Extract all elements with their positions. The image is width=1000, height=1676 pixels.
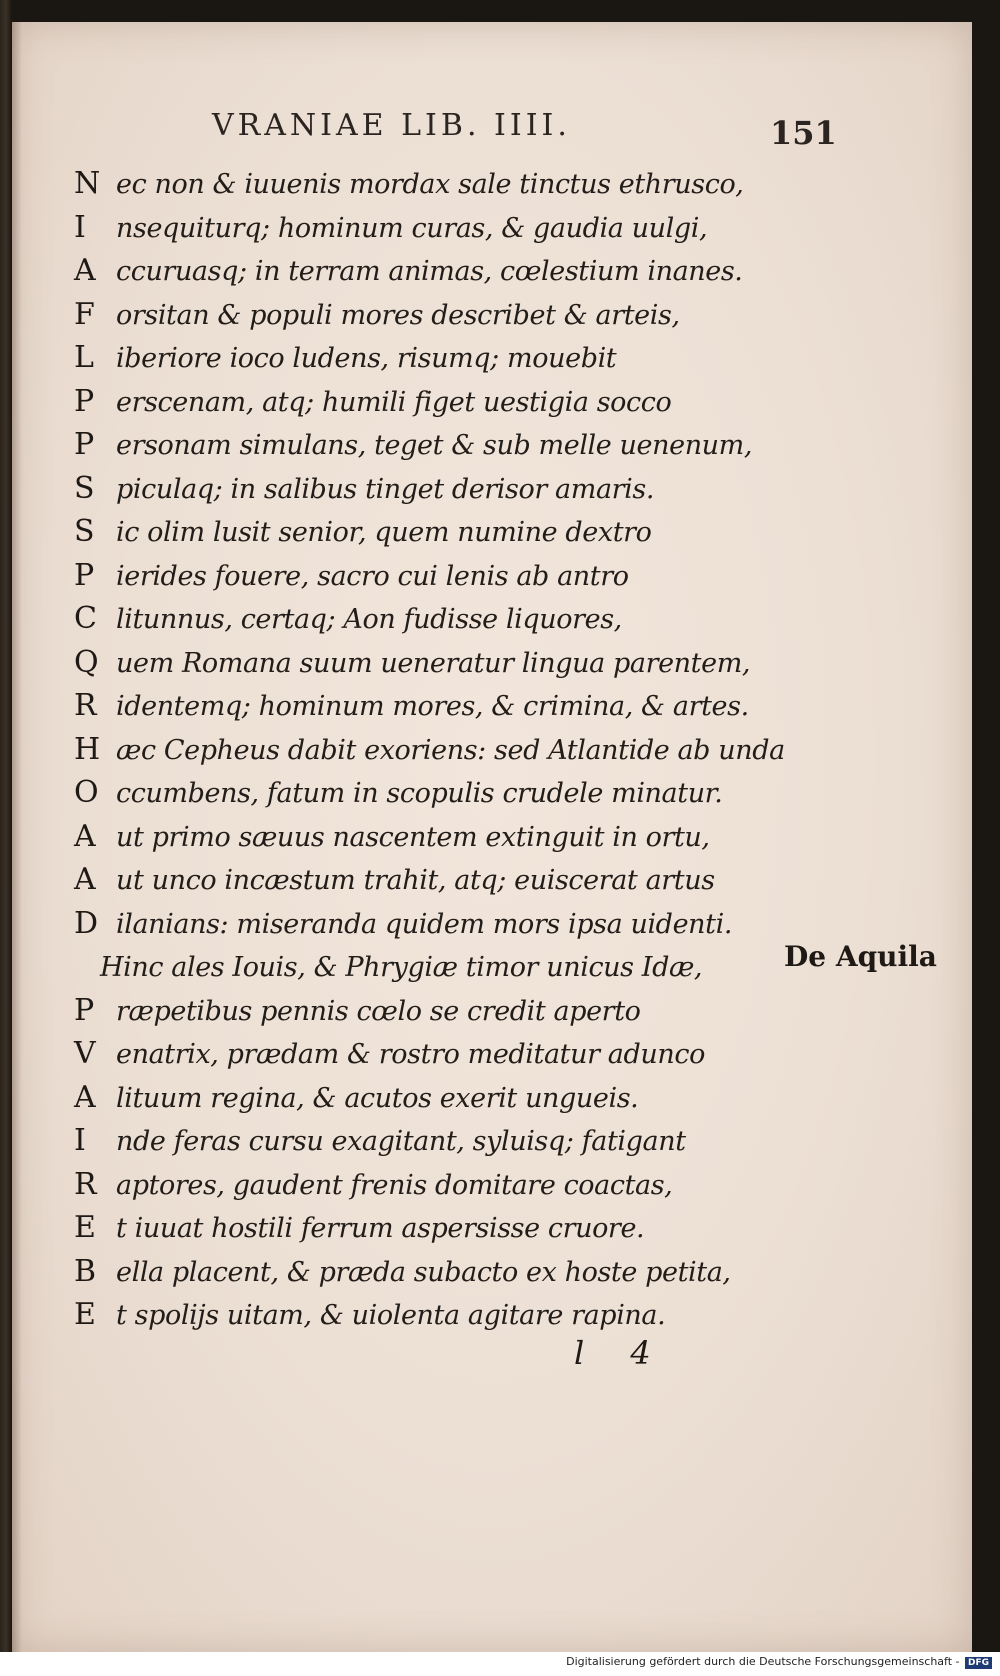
verse-text: ut unco incæstum trahit, atq; euiscerat artus — [116, 865, 715, 896]
verse-text: enatrix, prædam & rostro meditatur adunco — [116, 1039, 705, 1070]
verse-text: ccuruasq; in terram animas, cœlestium inanes. — [116, 256, 743, 287]
page-gutter-shadow — [12, 22, 22, 1652]
verse-initial: E — [74, 1297, 96, 1332]
verse-line — [74, 380, 894, 424]
verse-line — [74, 1293, 894, 1337]
credit-text: Digitalisierung gefördert durch die Deutsche Forschungsgemeinschaft - — [566, 1655, 960, 1668]
verse-text: nsequiturq; hominum curas, & gaudia uulgi, — [116, 212, 708, 244]
verse-line — [74, 641, 894, 685]
verse-text: Hinc ales Iouis, & Phrygiæ timor unicus Idæ, — [100, 952, 703, 983]
verse-line — [74, 815, 894, 859]
verse-initial: A — [74, 253, 96, 288]
verse-text: lituum regina, & acutos exerit ungueis. — [116, 1082, 639, 1114]
verse-initial: F — [74, 296, 95, 332]
verse-text: æc Cepheus dabit exoriens: sed Atlantide ab unda — [116, 734, 785, 766]
verse-line — [74, 684, 894, 728]
verse-text: uem Romana suum ueneratur lingua parentem, — [116, 647, 751, 679]
verse-initial: P — [74, 427, 95, 462]
verse-initial: S — [74, 470, 95, 506]
verse-initial: E — [74, 1210, 96, 1245]
verse-text: ic olim lusit senior, quem numine dextro — [116, 517, 652, 548]
verse-initial: Q — [74, 644, 99, 680]
verse-initial: R — [74, 688, 97, 723]
verse-line — [74, 554, 894, 598]
verse-initial: P — [74, 557, 95, 593]
verse-initial: S — [74, 514, 95, 549]
page-number: 151 — [770, 114, 837, 152]
verse-initial: I — [74, 1123, 86, 1158]
verse-text: ierides fouere, sacro cui lenis ab antro — [116, 560, 629, 592]
verse-text: nde feras cursu exagitant, syluisq; fatigant — [116, 1126, 686, 1157]
verse-line — [74, 771, 894, 815]
verse-line — [74, 510, 894, 554]
verse-text: orsitan & populi mores describet & arteis, — [116, 299, 680, 331]
verse-line — [74, 336, 894, 380]
verse-line — [74, 423, 894, 467]
verse-initial: P — [74, 992, 95, 1028]
verse-text: ræpetibus pennis cœlo se credit aperto — [116, 995, 641, 1027]
verse-initial: I — [74, 209, 86, 245]
verse-text: ilanians: miseranda quidem mors ipsa uidenti. — [116, 908, 732, 940]
verse-text: ec non & iuuenis mordax sale tinctus ethrusco, — [116, 169, 744, 200]
marginal-note: De Aquila — [784, 940, 937, 973]
verse-text: erscenam, atq; humili figet uestigia socco — [116, 386, 672, 418]
verse-initial: V — [74, 1036, 96, 1071]
verse-line — [74, 1206, 894, 1250]
verse-initial: B — [74, 1253, 97, 1289]
verse-initial: O — [74, 775, 99, 810]
verse-initial: P — [74, 383, 95, 419]
verse-line — [74, 1163, 894, 1207]
verse-initial: A — [74, 1079, 96, 1115]
verse-line — [74, 1076, 894, 1120]
verse-initial: L — [74, 340, 94, 375]
verse-line — [74, 162, 894, 206]
verse-line — [74, 1119, 894, 1163]
verse-line — [74, 728, 894, 772]
verse-text: ccumbens, fatum in scopulis crudele minatur. — [116, 778, 723, 809]
verse-line — [74, 945, 894, 989]
verse-line — [74, 206, 894, 250]
verse-line — [74, 293, 894, 337]
verse-text: aptores, gaudent frenis domitare coactas, — [116, 1169, 673, 1201]
verse-initial: A — [74, 862, 96, 897]
verse-initial: H — [74, 731, 101, 767]
verse-text: t iuuat hostili ferrum aspersisse cruore. — [116, 1213, 645, 1244]
verse-text: ella placent, & præda subacto ex hoste petita, — [116, 1256, 731, 1288]
verse-line — [74, 989, 894, 1033]
verse-text: iberiore ioco ludens, risumq; mouebit — [116, 343, 617, 374]
verse-line — [74, 1032, 894, 1076]
verse-line — [74, 858, 894, 902]
verse-text: identemq; hominum mores, & crimina, & artes. — [116, 691, 749, 722]
verse-line — [74, 1250, 894, 1294]
verse-text: ut primo sæuus nascentem extinguit in ortu, — [116, 821, 710, 853]
verse-initial: C — [74, 601, 97, 636]
verse-text: ersonam simulans, teget & sub melle uenenum, — [116, 430, 753, 461]
verse-text: piculaq; in salibus tinget derisor amaris. — [116, 473, 655, 505]
verse-initial: A — [74, 818, 96, 854]
verse-block — [74, 162, 894, 1337]
verse-text: litunnus, certaq; Aon fudisse liquores, — [116, 604, 622, 635]
verse-line — [74, 597, 894, 641]
dfg-logo: DFG — [965, 1657, 992, 1669]
verse-text: t spolijs uitam, & uiolenta agitare rapina. — [116, 1300, 666, 1331]
verse-line — [74, 902, 894, 946]
verse-line — [74, 467, 894, 511]
verse-line — [74, 249, 894, 293]
running-title: VRANIAE LIB. IIII. — [212, 108, 571, 143]
signature-mark: l 4 — [574, 1334, 669, 1372]
verse-initial: N — [74, 166, 101, 201]
digitization-credit — [566, 1655, 992, 1669]
verse-initial: D — [74, 905, 99, 941]
verse-initial: R — [74, 1166, 97, 1202]
